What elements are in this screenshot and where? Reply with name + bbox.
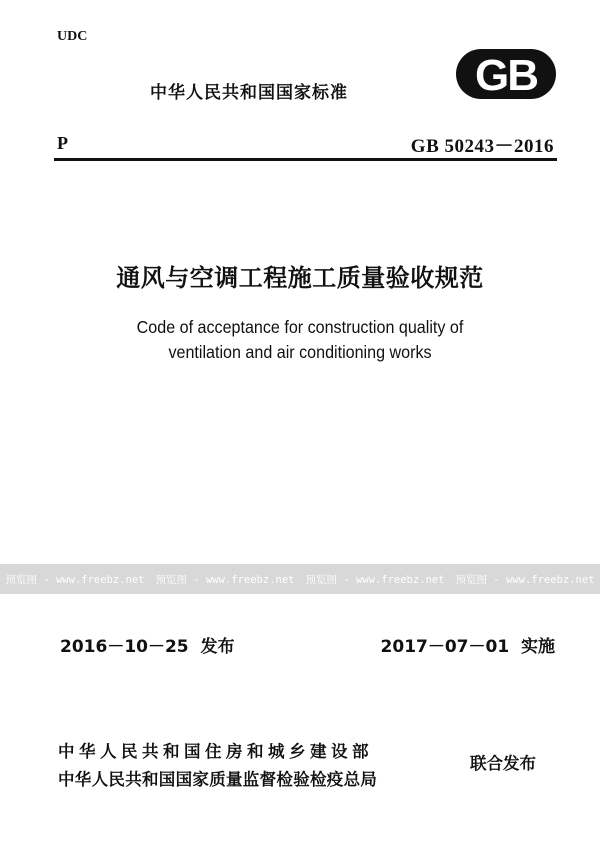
- gb-logo-text: GB: [475, 51, 537, 100]
- classification-code: P: [57, 133, 68, 153]
- title-english-line1: Code of acceptance for construction quality of: [136, 317, 464, 337]
- issuer-aqsiq: 中华人民共和国国家质量监督检验检疫总局: [58, 770, 378, 789]
- gb-logo: [455, 48, 557, 100]
- watermark-text: 预览图 - www.freebz.net: [5, 573, 145, 586]
- watermark-text: 预览图 - www.freebz.net: [455, 573, 595, 586]
- watermark-band: [0, 564, 600, 594]
- implementation-date: 2017－07－01 实施: [380, 637, 555, 657]
- title-english-line2: ventilation and air conditioning works: [168, 342, 432, 362]
- issue-date: 2016－10－25 发布: [60, 637, 235, 657]
- watermark-text: 预览图 - www.freebz.net: [155, 573, 295, 586]
- udc-label: UDC: [57, 29, 88, 44]
- header-divider: [54, 158, 557, 161]
- joint-issue-label: 联合发布: [470, 754, 536, 773]
- watermark-text: 预览图 - www.freebz.net: [305, 573, 445, 586]
- title-chinese: 通风与空调工程施工质量验收规范: [116, 264, 484, 292]
- standard-number: GB 50243－2016: [410, 136, 554, 157]
- title-english: [24, 315, 576, 365]
- standard-category: 中华人民共和国国家标准: [150, 83, 348, 103]
- issuer-mohurd: 中华人民共和国住房和城乡建设部: [58, 742, 373, 761]
